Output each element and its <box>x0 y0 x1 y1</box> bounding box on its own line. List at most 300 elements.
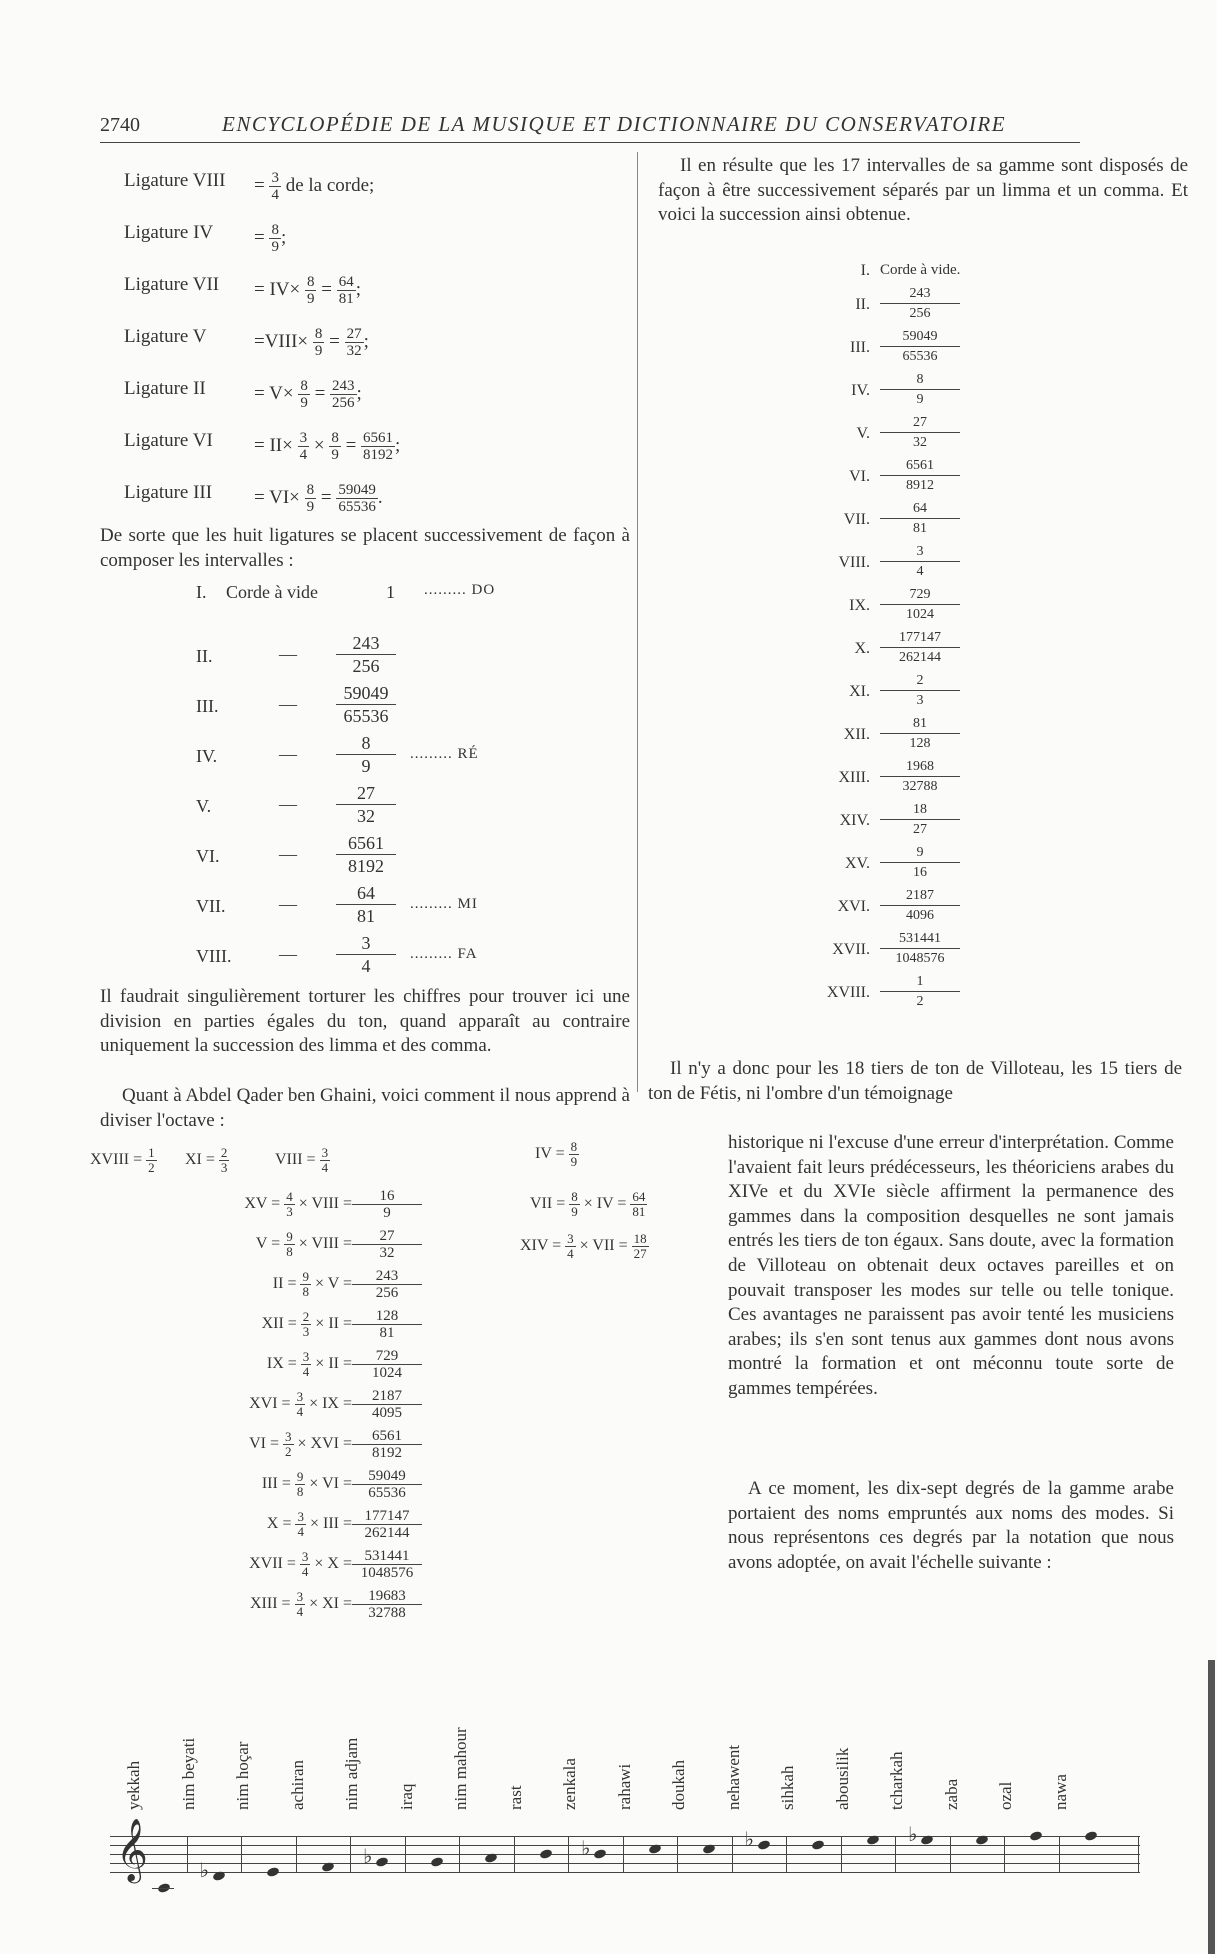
roman-numeral: III. <box>196 696 219 716</box>
octave-right-entry <box>530 1190 647 1219</box>
flat-sign-icon: ♭ <box>908 1824 918 1846</box>
octave-center-entry <box>249 1390 352 1419</box>
dash: — <box>279 694 297 714</box>
note-name-label: abousilik <box>832 1747 852 1810</box>
numerator: 177147 <box>899 630 941 645</box>
denominator: 9 <box>571 1204 578 1219</box>
ligature-label: Ligature VI <box>124 430 213 451</box>
numerator: 3 <box>567 1231 574 1246</box>
fraction <box>298 430 310 463</box>
numerator: 64 <box>338 274 354 290</box>
denominator: 32 <box>336 804 396 827</box>
denominator: 32 <box>346 343 362 359</box>
staff-line <box>110 1872 1140 1873</box>
numerator: 2187 <box>906 888 934 903</box>
denominator: 9 <box>306 291 315 307</box>
succession-fraction <box>880 843 960 882</box>
ligature-row <box>124 264 624 307</box>
ligature-row <box>124 160 624 203</box>
note-name-label: sihkah <box>778 1765 797 1810</box>
numerator: 8 <box>570 1139 578 1154</box>
roman-numeral: IV. <box>851 382 870 399</box>
staff-line <box>110 1854 1140 1855</box>
fraction <box>300 1270 311 1299</box>
numerator: 9 <box>916 845 924 860</box>
denominator: 8192 <box>336 854 396 877</box>
bar-line <box>623 1836 624 1873</box>
punctuation: ; <box>355 278 361 300</box>
numerator: 19683 <box>368 1588 406 1604</box>
octave-top-entry <box>90 1146 157 1175</box>
interval-fraction <box>336 832 396 877</box>
running-title: ENCYCLOPÉDIE DE LA MUSIQUE ET DICTIONNAIRE DU CONSERVATOIRE <box>222 112 1007 136</box>
denominator: 8 <box>296 1484 304 1499</box>
numerator: 3 <box>285 1429 292 1444</box>
degree-label: XII = <box>261 1315 301 1333</box>
succession-fraction <box>880 628 960 667</box>
dash: — <box>279 944 297 964</box>
bar-line <box>241 1836 242 1873</box>
punctuation: ; <box>363 330 369 352</box>
roman-numeral: VIII. <box>196 946 232 966</box>
succession-row <box>820 413 1060 457</box>
succession-row <box>820 542 1060 586</box>
denominator: 4 <box>567 1246 574 1261</box>
succession-fraction <box>880 972 960 1011</box>
numerator: 2187 <box>372 1388 402 1404</box>
ligature-row <box>124 472 624 515</box>
note-name-label: nim mahour <box>451 1727 470 1810</box>
numerator: 8 <box>300 378 308 394</box>
denominator: 4 <box>880 561 960 581</box>
numerator: 64 <box>357 883 375 903</box>
denominator: 65536 <box>336 704 396 727</box>
page-edge-shadow <box>1208 1660 1215 1954</box>
note-name-label: doukah <box>669 1759 688 1810</box>
numerator: 8 <box>331 430 339 446</box>
numerator: 8 <box>571 1189 578 1204</box>
flat-sign-icon: ♭ <box>581 1838 591 1860</box>
operator: × VI = <box>305 1475 352 1493</box>
ligature-row <box>124 420 624 463</box>
note-name-label: nehawent <box>723 1744 743 1810</box>
octave-result <box>632 1232 649 1261</box>
note-head-icon <box>1083 1830 1097 1842</box>
ligature-label: Ligature VII <box>124 274 220 295</box>
operator: × III = <box>305 1515 352 1533</box>
numerator: 1 <box>148 1145 155 1160</box>
note-head-icon <box>1029 1830 1043 1842</box>
succession-row <box>820 671 1060 715</box>
note-name-label: tcharkah <box>887 1751 906 1810</box>
note-name-label: rahawi <box>614 1763 634 1810</box>
bar-line <box>1059 1836 1060 1873</box>
roman-numeral: II. <box>855 296 870 313</box>
bar-line <box>187 1836 188 1873</box>
degree-label: IX = <box>266 1355 301 1373</box>
numerator: 8 <box>306 274 315 290</box>
note-head-icon <box>538 1848 552 1860</box>
succession-fraction <box>880 585 960 624</box>
paragraph-scale-intro: A ce moment, les dix-sept degrés de la gamme arabe portaient des noms empruntés aux noms des modes. Si nous représentons ces degrés par la notation que nous avons adoptée, on avait l'échelle suivante : <box>728 1478 1174 1573</box>
numerator: 8 <box>314 326 323 342</box>
fraction <box>330 378 357 411</box>
denominator: 8 <box>286 1244 293 1259</box>
roman-numeral: XI. <box>849 683 870 700</box>
denominator: 65536 <box>880 346 960 366</box>
degree-label: XVII = <box>249 1555 300 1573</box>
octave-center-entry <box>273 1270 352 1299</box>
denominator: 2 <box>148 1160 155 1175</box>
numerator: 3 <box>302 1349 310 1364</box>
operator: × VII = <box>575 1237 632 1255</box>
succession-row <box>820 499 1060 543</box>
numerator: 8 <box>306 482 315 498</box>
denominator: 128 <box>880 733 960 753</box>
denominator: 65536 <box>338 499 376 515</box>
operator: × II = <box>311 1355 352 1373</box>
paragraph-villoteau-rest: historique ni l'excuse d'une erreur d'interprétation. Comme l'avaient fait leurs prédécesseurs, les théoriciens arabes du XIVe et du XVIe siècle affirment la permanence des gammes dans la composition desquelles ne sont jamais entrés les tiers de ton égaux. Sans doute, avec la formation de Villoteau on obtenait deux octaves pareilles et on pouvait transposer les modes sur telle ou telle tonique. Ces avantages ne paraissent pas avoir tenté les musiciens arabes; ils s'en sont tenus aux gammes dont nous avons montré la formation et ont méconnu toute sorte de gammes tempérées. <box>728 1132 1174 1399</box>
numerator: 3 <box>296 1389 304 1404</box>
octave-center-entry <box>262 1470 352 1499</box>
denominator: 4 <box>271 187 279 203</box>
succession-fraction <box>880 800 960 839</box>
numerator: 81 <box>913 716 927 731</box>
numerator: 729 <box>375 1348 399 1364</box>
note-name-label: zenkala <box>560 1758 579 1810</box>
fraction <box>295 1510 306 1539</box>
succession-fraction <box>880 886 960 925</box>
interval-row <box>196 682 616 728</box>
denominator: 9 <box>306 499 315 515</box>
operator: = V× <box>254 382 299 404</box>
succession-fraction <box>880 456 960 495</box>
punctuation: de la corde; <box>280 174 375 196</box>
octave-top-entry <box>275 1146 330 1175</box>
note-name-label: zaba <box>941 1778 961 1810</box>
denominator: 9 <box>314 343 323 359</box>
page-number: 2740 <box>100 114 140 136</box>
roman-numeral: XVIII. <box>826 984 870 1001</box>
degree-label: XVIII = <box>90 1151 147 1169</box>
succession-row <box>820 800 1060 844</box>
solfege-note: ......... MI <box>410 896 478 912</box>
roman-numeral: VII. <box>843 511 870 528</box>
denominator: 8192 <box>363 447 394 463</box>
operator: = VI× <box>254 486 305 508</box>
ligature-equation <box>254 170 374 203</box>
fraction <box>295 1390 306 1419</box>
interval-row <box>196 582 616 628</box>
numerator: 64 <box>632 1189 646 1204</box>
note-head-icon <box>429 1856 443 1868</box>
operator: × XVI = <box>293 1435 352 1453</box>
note-head-icon <box>375 1856 389 1868</box>
succession-row <box>820 284 1060 328</box>
paragraph-villoteau-lead: Il n'y a donc pour les 18 tiers de ton de Villoteau, les 15 tiers de ton de Fétis, ni l'ombre d'un témoignage <box>648 1058 1182 1104</box>
roman-numeral: V. <box>856 425 870 442</box>
denominator: 1024 <box>880 604 960 624</box>
numerator: 27 <box>346 326 362 342</box>
octave-result <box>630 1190 647 1219</box>
numerator: 64 <box>913 501 927 516</box>
numerator: 243 <box>375 1268 399 1284</box>
denominator: 32 <box>880 432 960 452</box>
numerator: 6561 <box>906 458 934 473</box>
fraction <box>301 1350 312 1379</box>
succession-fraction <box>880 714 960 753</box>
bar-line <box>895 1836 896 1873</box>
fraction <box>361 430 395 463</box>
numerator: 3 <box>916 544 924 559</box>
octave-right-entry <box>520 1232 649 1261</box>
denominator: 262144 <box>352 1524 422 1541</box>
octave-result <box>352 1308 422 1341</box>
degree-label: V = <box>255 1235 285 1253</box>
octave-result <box>352 1468 422 1501</box>
roman-numeral: XIII. <box>838 769 870 786</box>
fraction <box>300 1550 311 1579</box>
fraction <box>305 482 317 515</box>
operator: =VIII× <box>254 330 313 352</box>
succession-row <box>820 456 1060 500</box>
operator: = <box>316 278 337 300</box>
note-name-label: yekkah <box>124 1760 143 1810</box>
numerator: 729 <box>909 587 931 602</box>
roman-numeral: I. <box>860 262 870 279</box>
interval-row <box>196 632 616 678</box>
roman-numeral: VI. <box>849 468 870 485</box>
degree-label: VI = <box>249 1435 284 1453</box>
succession-fraction <box>880 370 960 409</box>
denominator: 2 <box>880 991 960 1011</box>
interval-fraction <box>336 882 396 927</box>
denominator: 9 <box>880 389 960 409</box>
denominator: 9 <box>300 395 308 411</box>
denominator: 4 <box>336 954 396 977</box>
operator: × II = <box>311 1315 352 1333</box>
denominator: 3 <box>220 1160 228 1175</box>
fraction <box>146 1146 157 1175</box>
succession-fraction <box>880 327 960 366</box>
paragraph-abdel-qader: Quant à Abdel Qader ben Ghaini, voici comment il nous apprend à diviser l'octave : <box>100 1085 630 1131</box>
denominator: 3 <box>286 1204 293 1219</box>
ligature-label: Ligature V <box>124 326 207 347</box>
fraction <box>305 274 317 307</box>
note-name-label: rast <box>505 1785 525 1810</box>
degree-label: VIII = <box>275 1151 320 1169</box>
note-name-label: ozal <box>996 1781 1015 1810</box>
numerator: 531441 <box>364 1548 410 1564</box>
operator: = <box>309 382 331 404</box>
degree-label: VII = <box>530 1195 570 1213</box>
interval-value: 1 <box>386 582 395 602</box>
octave-center-entry <box>249 1430 352 1459</box>
denominator: 1024 <box>352 1364 422 1381</box>
operator: × XI = <box>305 1595 352 1613</box>
open-string-label: Corde à vide <box>226 582 318 602</box>
degree-label: II = <box>272 1275 301 1293</box>
ledger-line <box>152 1888 174 1889</box>
octave-center-entry <box>262 1310 352 1339</box>
roman-numeral: XII. <box>843 726 870 743</box>
interval-row <box>196 832 616 878</box>
octave-center-entry <box>250 1590 352 1619</box>
denominator: 9 <box>352 1204 422 1221</box>
denominator: 27 <box>880 819 960 839</box>
operator: = <box>316 486 337 508</box>
degree-label: IV = <box>535 1145 569 1163</box>
ligature-label: Ligature III <box>124 482 213 503</box>
octave-result <box>352 1428 422 1461</box>
denominator: 81 <box>352 1324 422 1341</box>
punctuation: ; <box>280 226 287 248</box>
denominator: 3 <box>880 690 960 710</box>
bar-line <box>568 1836 569 1873</box>
staff-line <box>110 1863 1140 1864</box>
denominator: 81 <box>880 518 960 538</box>
ligature-label: Ligature II <box>124 378 206 399</box>
succession-row <box>820 843 1060 887</box>
numerator: 9 <box>302 1269 309 1284</box>
degree-label: III = <box>261 1475 295 1493</box>
solfege-note: ......... RÉ <box>410 746 479 762</box>
bar-line <box>1004 1836 1005 1873</box>
denominator: 4095 <box>352 1404 422 1421</box>
operator: × X = <box>310 1555 352 1573</box>
fraction <box>284 1230 295 1259</box>
denominator: 4 <box>296 1404 304 1419</box>
bar-line <box>1138 1836 1139 1873</box>
operator: × VIII = <box>294 1235 352 1253</box>
octave-center-entry <box>256 1230 352 1259</box>
denominator: 8912 <box>880 475 960 495</box>
roman-numeral: IX. <box>849 597 870 614</box>
denominator: 32788 <box>352 1604 422 1621</box>
octave-result <box>352 1188 422 1221</box>
bar-line <box>950 1836 951 1873</box>
operator: × VIII = <box>294 1195 352 1213</box>
dash: — <box>279 894 297 914</box>
octave-center-entry <box>244 1190 352 1219</box>
denominator: 81 <box>336 904 396 927</box>
note-name-label: nim beyati <box>178 1737 198 1810</box>
dash: — <box>279 644 297 664</box>
fraction <box>284 1190 295 1219</box>
ligature-row <box>124 368 624 411</box>
punctuation: ; <box>395 434 401 456</box>
ligature-equation <box>254 326 369 359</box>
roman-numeral: XV. <box>844 855 870 872</box>
roman-numeral: V. <box>196 796 212 816</box>
numerator: 4 <box>286 1189 293 1204</box>
succession-row <box>820 585 1060 629</box>
denominator: 9 <box>570 1154 578 1169</box>
operator: = II× <box>254 434 298 456</box>
succession-row <box>820 628 1060 672</box>
denominator: 16 <box>880 862 960 882</box>
succession-row <box>820 714 1060 758</box>
denominator: 27 <box>633 1246 647 1261</box>
denominator: 4 <box>296 1604 304 1619</box>
octave-center-entry <box>249 1550 352 1579</box>
dash: — <box>279 844 297 864</box>
octave-result <box>352 1508 422 1541</box>
fraction <box>569 1140 580 1169</box>
paragraph-result: Il en résulte que les 17 intervalles de sa gamme sont disposés de façon à être successivement séparés par un limma et un comma. Et voici la succession ainsi obtenue. <box>658 155 1188 226</box>
fraction <box>569 1190 580 1219</box>
octave-result <box>352 1588 422 1621</box>
denominator: 256 <box>332 395 355 411</box>
operator: = <box>254 174 270 196</box>
numerator: 6561 <box>363 430 394 446</box>
denominator: 3 <box>302 1324 310 1339</box>
octave-result <box>352 1348 422 1381</box>
numerator: 1968 <box>906 759 934 774</box>
numerator: 3 <box>271 170 279 186</box>
note-head-icon <box>811 1839 825 1851</box>
roman-numeral: IV. <box>196 746 218 766</box>
fraction <box>219 1146 230 1175</box>
numerator: 59049 <box>368 1468 406 1484</box>
denominator: 256 <box>880 303 960 323</box>
denominator: 4 <box>299 447 308 463</box>
ligature-equation <box>254 222 286 255</box>
operator: = <box>254 226 270 248</box>
roman-numeral: XVII. <box>832 941 870 958</box>
octave-top-entry <box>185 1146 229 1175</box>
octave-result <box>352 1268 422 1301</box>
fraction <box>298 378 310 411</box>
operator: × IX = <box>305 1395 352 1413</box>
denominator: 1048576 <box>880 948 960 968</box>
octave-center-entry <box>267 1510 352 1539</box>
numerator: 3 <box>361 933 371 953</box>
succession-fraction <box>880 499 960 538</box>
denominator: 4 <box>321 1160 329 1175</box>
fraction <box>295 1590 306 1619</box>
numerator: 8 <box>271 222 279 238</box>
interval-row <box>196 782 616 828</box>
octave-result <box>352 1388 422 1421</box>
degree-label: XV = <box>244 1195 285 1213</box>
bar-line <box>677 1836 678 1873</box>
numerator: 27 <box>379 1228 395 1244</box>
degree-label: XIV = <box>520 1237 566 1255</box>
numerator: 3 <box>299 430 308 446</box>
solfege-note: ......... DO <box>424 582 496 598</box>
interval-fraction <box>336 732 396 777</box>
numerator: 59049 <box>343 683 389 703</box>
fraction <box>283 1430 294 1459</box>
fraction <box>336 482 378 515</box>
open-string-label: Corde à vide. <box>880 262 961 278</box>
numerator: 3 <box>301 1549 309 1564</box>
fraction <box>565 1232 576 1261</box>
denominator: 2 <box>285 1444 292 1459</box>
degree-label: XIII = <box>250 1595 295 1613</box>
interval-row <box>196 932 616 978</box>
roman-numeral: III. <box>850 339 870 356</box>
ligature-label: Ligature VIII <box>124 170 226 191</box>
fraction <box>337 274 356 307</box>
bar-line <box>405 1836 406 1873</box>
dash: — <box>279 744 297 764</box>
operator: × IV = <box>579 1195 631 1213</box>
bar-line <box>514 1836 515 1873</box>
denominator: 32788 <box>880 776 960 796</box>
bar-line <box>841 1836 842 1873</box>
